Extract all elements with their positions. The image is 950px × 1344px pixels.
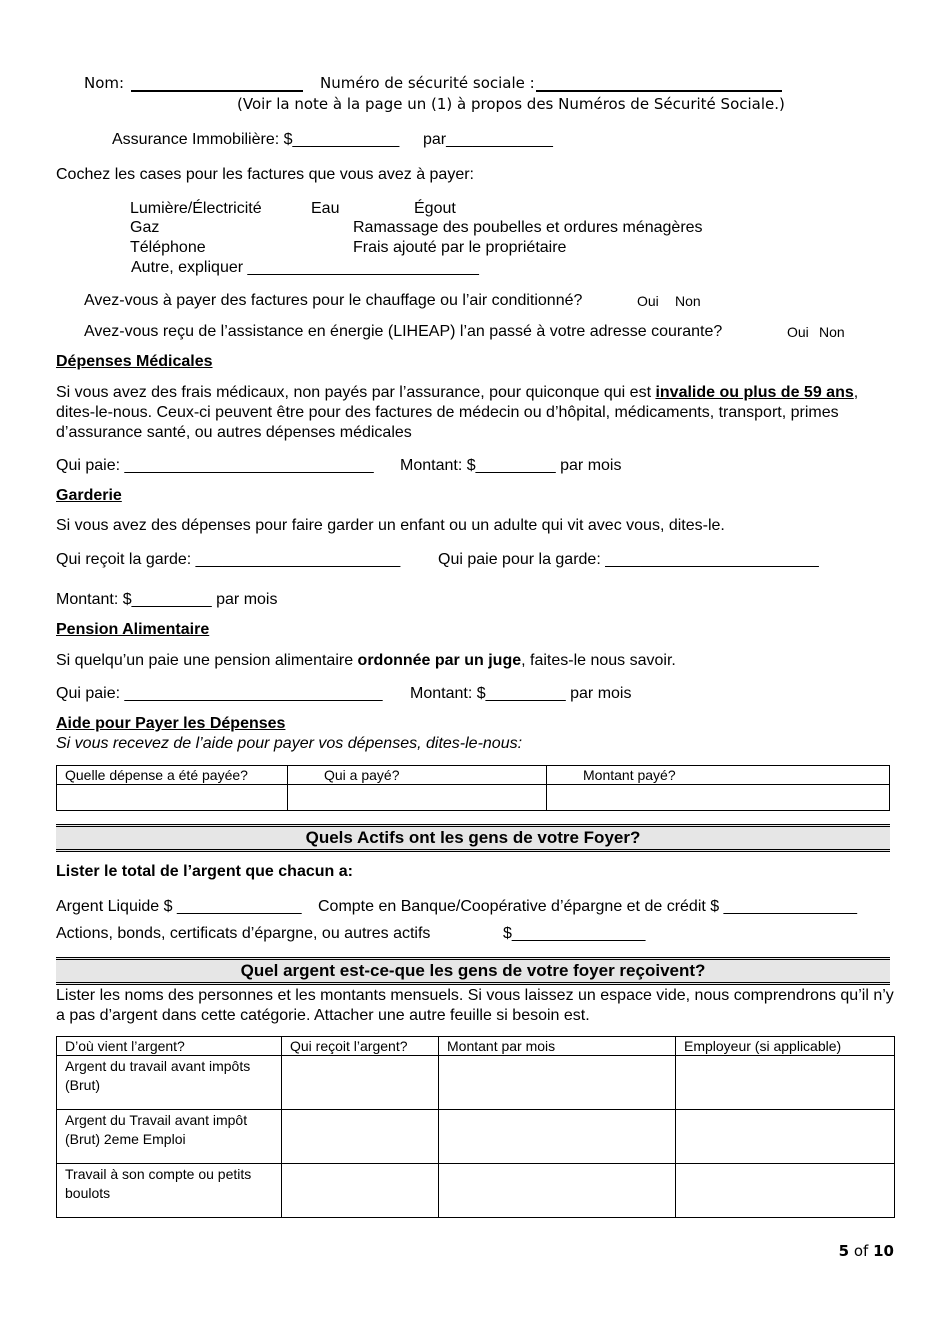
bill-garbage[interactable]: Ramassage des poubelles et ordures ménagères (353, 219, 703, 236)
heating-yes[interactable]: Oui (637, 293, 659, 309)
income-row-label: Argent du Travail avant impôt (Brut) 2eme Emploi (57, 1110, 282, 1164)
income-text: Lister les noms des personnes et les montants mensuels. Si vous laissez un espace vide, nous comprendrons qu’il n’y a pas d’argent dans cette catégorie. Attacher une autre feuille si besoin est. (56, 987, 894, 1024)
assets-bank[interactable]: Compte en Banque/Coopérative d’épargne et de crédit $ _______________ (318, 898, 858, 915)
income-col-recipient: Qui reçoit l’argent? (282, 1037, 439, 1056)
assets-cash[interactable]: Argent Liquide $ ______________ (56, 898, 302, 915)
bill-other[interactable]: Autre, expliquer __________________________ (131, 259, 479, 276)
ssn-field[interactable] (536, 76, 782, 92)
help-col-amount: Montant payé? (547, 766, 890, 785)
help-heading: Aide pour Payer les Dépenses (56, 715, 286, 732)
assets-stocks-label: Actions, bonds, certificats d’épargne, ou autres actifs (56, 925, 431, 942)
help-cell-who[interactable] (288, 785, 547, 811)
help-table (56, 765, 890, 811)
bills-intro: Cochez les cases pour les factures que vous avez à payer: (56, 166, 474, 183)
property-insurance-field[interactable]: Assurance Immobilière: $____________ (112, 131, 400, 148)
alimony-amount[interactable]: Montant: $_________ par mois (410, 685, 632, 702)
liheap-question: Avez-vous reçu de l’assistance en énergie (LIHEAP) l’an passé à votre adresse courante? (84, 323, 723, 340)
bill-electricity[interactable]: Lumière/Électricité (130, 200, 262, 217)
heating-no[interactable]: Non (675, 293, 701, 309)
liheap-no[interactable]: Non (819, 324, 845, 340)
income-row-label: Travail à son compte ou petits boulots (57, 1164, 282, 1218)
medical-text: Si vous avez des frais médicaux, non payés par l’assurance, pour quiconque qui est invalide ou plus de 59 ans, dites-le-nous. Ceux-ci peuvent être pour des factures de médecin ou d’hôpital, médicaments, transport, primes d’assurance santé, ou autres dépenses médicales (56, 384, 859, 441)
bill-landlord-fee[interactable]: Frais ajouté par le propriétaire (353, 239, 567, 256)
property-insurance-frequency[interactable]: par____________ (423, 131, 553, 148)
heating-question: Avez-vous à payer des factures pour le chauffage ou l’air conditionné? (84, 292, 583, 309)
income-cell-amount[interactable] (439, 1164, 676, 1218)
assets-section-bar: Quels Actifs ont les gens de votre Foyer? (56, 824, 890, 852)
alimony-heading: Pension Alimentaire (56, 621, 210, 638)
help-cell-expense[interactable] (57, 785, 288, 811)
daycare-amount[interactable]: Montant: $_________ par mois (56, 591, 278, 608)
assets-stocks-amount[interactable]: $_______________ (503, 925, 646, 942)
income-col-employer: Employeur (si applicable) (676, 1037, 895, 1056)
income-cell-amount[interactable] (439, 1110, 676, 1164)
daycare-receives[interactable]: Qui reçoit la garde: _______________________ (56, 551, 401, 568)
income-section-bar: Quel argent est-ce-que les gens de votre foyer reçoivent? (56, 957, 890, 985)
medical-heading: Dépenses Médicales (56, 353, 213, 370)
income-cell-recipient[interactable] (282, 1164, 439, 1218)
income-col-source: D’où vient l’argent? (57, 1037, 282, 1056)
help-cell-amount[interactable] (547, 785, 890, 811)
medical-who-pays[interactable]: Qui paie: ____________________________ (56, 457, 374, 474)
name-field[interactable] (131, 76, 303, 92)
daycare-text: Si vous avez des dépenses pour faire garder un enfant ou un adulte qui vit avec vous, dites-le. (56, 517, 725, 534)
help-col-expense: Quelle dépense a été payée? (57, 766, 288, 785)
income-cell-employer[interactable] (676, 1164, 895, 1218)
bill-phone[interactable]: Téléphone (130, 239, 206, 256)
daycare-pays[interactable]: Qui paie pour la garde: ________________________ (438, 551, 819, 568)
bill-gas[interactable]: Gaz (130, 219, 160, 236)
income-cell-recipient[interactable] (282, 1056, 439, 1110)
bill-water[interactable]: Eau (311, 200, 340, 217)
alimony-who-pays[interactable]: Qui paie: _____________________________ (56, 685, 383, 702)
help-col-who: Qui a payé? (288, 766, 547, 785)
ssn-label: Numéro de sécurité sociale : (320, 74, 535, 92)
income-col-amount: Montant par mois (439, 1037, 676, 1056)
daycare-heading: Garderie (56, 487, 122, 504)
income-cell-amount[interactable] (439, 1056, 676, 1110)
bill-sewer[interactable]: Égout (414, 200, 456, 217)
income-row-label: Argent du travail avant impôts (Brut) (57, 1056, 282, 1110)
help-subtitle: Si vous recevez de l’aide pour payer vos dépenses, dites-le-nous: (56, 735, 523, 752)
alimony-text: Si quelqu’un paie une pension alimentaire ordonnée par un juge, faites-le nous savoir. (56, 652, 676, 669)
income-cell-employer[interactable] (676, 1110, 895, 1164)
medical-amount[interactable]: Montant: $_________ par mois (400, 457, 622, 474)
income-cell-recipient[interactable] (282, 1110, 439, 1164)
liheap-yes[interactable]: Oui (787, 324, 809, 340)
income-cell-employer[interactable] (676, 1056, 895, 1110)
ssn-note: (Voir la note à la page un (1) à propos des Numéros de Sécurité Sociale.) (237, 95, 785, 113)
assets-instruction: Lister le total de l’argent que chacun a: (56, 863, 353, 880)
page-number: 5 of 10 (838, 1242, 894, 1260)
income-table (56, 1036, 895, 1218)
name-label: Nom: (84, 74, 125, 92)
